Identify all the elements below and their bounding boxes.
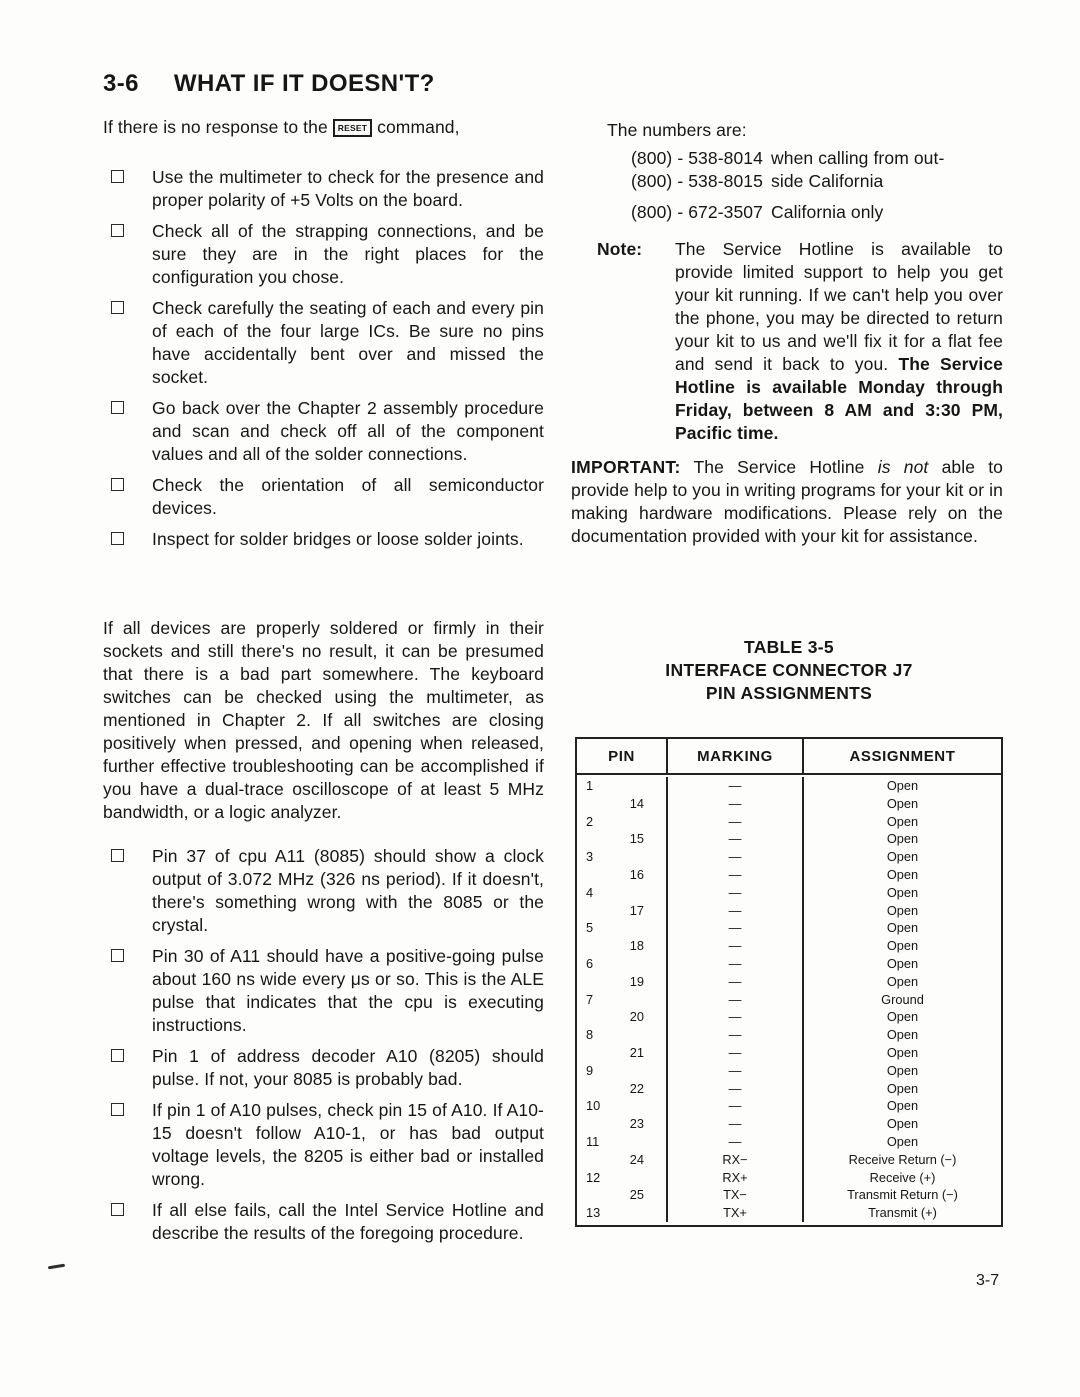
assignment-cell: Open [886,795,919,811]
list-item [103,1199,544,1245]
marking-cell: — [668,937,804,955]
pin-number-even [610,1062,644,1080]
intro-text-after: command, [377,117,460,137]
pin-number-odd: 7 [586,991,594,1007]
assignment-cell: Open [886,849,919,865]
pin-number-even: 23 [629,1116,644,1132]
pin-cell [577,991,668,1009]
marking-cell: TX+ [668,1204,804,1222]
pin-cell [577,1186,668,1204]
section-title: WHAT IF IT DOESN'T? [173,70,435,97]
table-row [577,937,1001,955]
table-title-line3: PIN ASSIGNMENTS [705,683,873,703]
pin-number-even: 24 [629,1151,644,1167]
pin-cell [577,937,668,955]
assignment-cell: Open [886,866,919,882]
table-row [577,1097,1001,1115]
section-number: 3-6 [103,70,139,97]
pin-cell [577,1008,668,1026]
assignment-cell: Open [886,955,919,971]
pin-number-odd [586,902,610,920]
phone-number: (800) - 538-8014 [631,148,763,168]
pin-number-even: 21 [629,1044,644,1060]
marking-cell: — [668,919,804,937]
troubleshooting-paragraph: If all devices are properly soldered or firmly in their sockets and still there's no result, it can be presumed that there is a bad part somewhere. The keyboard switches can be checked using the multimeter, as mentioned in Chapter 2. If all switches are closing positively when pressed, and opening when released, further effective troubleshooting can be accomplished if you have a dual-trace oscilloscope of at least 5 MHz bandwidth, or a logic analyzer. [103,618,544,822]
marking-cell: — [668,1044,804,1062]
pin-number-odd [586,1115,610,1133]
assignment-cell: Ground [881,991,924,1007]
marking-cell: — [668,848,804,866]
list-item-text: Go back over the Chapter 2 assembly procedure and scan and check off all of the component values and all of the solder connections. [152,398,544,464]
pin-number-even [610,919,644,937]
marking-cell: RX+ [668,1169,804,1187]
pin-number-odd [586,866,610,884]
pin-number-odd: 10 [586,1098,601,1114]
list-item [103,297,544,389]
pin-number-even: 14 [629,795,644,811]
assignment-cell: Open [886,1116,919,1132]
assignment-cell: Receive Return (−) [848,1151,957,1167]
pin-number-odd [586,973,610,991]
checkbox-icon [111,949,124,962]
list-item [103,220,544,289]
table-row [577,955,1001,973]
table-row [577,830,1001,848]
phone-row [631,201,1003,224]
signal-checklist [103,845,544,1245]
marking-cell: — [668,1133,804,1151]
checkbox-icon [111,1203,124,1216]
pin-number-even: 16 [629,866,644,882]
pin-number-odd: 13 [586,1205,601,1221]
pin-cell [577,1062,668,1080]
table-row [577,884,1001,902]
assignment-cell: Open [886,1009,919,1025]
pin-number-odd: 6 [586,955,594,971]
pin-cell [577,1115,668,1133]
pin-number-even [610,1097,644,1115]
pin-number-odd [586,1186,610,1204]
pin-cell [577,1026,668,1044]
pin-number-even: 15 [629,831,644,847]
marking-cell: — [668,884,804,902]
pin-number-odd: 9 [586,1062,594,1078]
numbers-intro: The numbers are: [607,120,747,140]
table-row [577,1133,1001,1151]
list-item [103,845,544,937]
pin-number-odd: 11 [586,1133,600,1149]
list-item [103,397,544,466]
assignment-cell: Transmit (+) [868,1205,937,1221]
list-item-text: Use the multimeter to check for the presence and proper polarity of +5 Volts on the board. [152,167,544,210]
assignment-cell: Open [886,1062,919,1078]
table-row [577,991,1001,1009]
hotline-numbers [631,147,1003,224]
table-row [577,919,1001,937]
pin-number-even [610,848,644,866]
reset-key-icon: RESET [333,119,372,137]
table-row [577,902,1001,920]
pin-cell [577,848,668,866]
pin-number-odd: 2 [586,813,594,829]
marking-cell: — [668,1062,804,1080]
list-item-text: Inspect for solder bridges or loose solder joints. [152,529,524,549]
assignment-cell: Open [886,938,919,954]
pin-number-odd [586,1008,610,1026]
header-marking: MARKING [668,739,804,773]
marking-cell: — [668,777,804,795]
pin-number-odd [586,937,610,955]
assignment-cell: Transmit Return (−) [847,1187,958,1203]
assignment-cell: Open [886,813,919,829]
pin-assignments-table [575,737,1003,1227]
table-row [577,1151,1001,1169]
phone-note: California only [771,202,884,222]
pin-cell [577,813,668,831]
table-row [577,1008,1001,1026]
table-row [577,1169,1001,1187]
table-row [577,813,1001,831]
pin-cell [577,1044,668,1062]
phone-number: (800) - 672-3507 [631,202,763,222]
table-row [577,866,1001,884]
list-item [103,945,544,1037]
table-body [577,775,1001,1225]
phone-row [631,147,1003,170]
header-assignment: ASSIGNMENT [849,747,956,765]
list-item [103,1099,544,1191]
pin-cell [577,902,668,920]
marking-cell: — [668,1026,804,1044]
pin-cell [577,884,668,902]
assignment-cell: Open [886,902,919,918]
table-title-line2: INTERFACE CONNECTOR J7 [665,660,913,680]
note-label: Note: [597,239,643,259]
important-label: IMPORTANT: [571,457,681,477]
pin-number-even [610,1169,644,1187]
section-heading [103,70,435,98]
intro-line [103,116,544,139]
scan-artifact [48,1264,65,1270]
table-row [577,1026,1001,1044]
pin-number-even [610,777,644,795]
table-title-line1: TABLE 3-5 [744,637,834,657]
assignment-cell: Open [886,1027,919,1043]
checkbox-icon [111,401,124,414]
pin-number-odd: 1 [586,778,594,793]
list-item-text: If all else fails, call the Intel Service Hotline and describe the results of the foregoing procedure. [152,1200,544,1243]
pin-number-odd: 12 [586,1169,601,1185]
assignment-cell: Open [886,973,919,989]
pin-cell [577,1169,668,1187]
table-row [577,1080,1001,1098]
assignment-cell: Open [886,884,919,900]
phone-row [631,170,1003,193]
table-row [577,795,1001,813]
marking-cell: — [668,991,804,1009]
pin-number-even [610,955,644,973]
header-pin: PIN [577,739,668,773]
pin-number-odd: 3 [586,849,594,865]
checkbox-icon [111,224,124,237]
assignment-cell: Receive (+) [869,1169,936,1185]
checkbox-icon [111,532,124,545]
phone-note: side California [771,171,884,191]
list-item [103,528,544,551]
list-item-text: Pin 37 of cpu A11 (8085) should show a clock output of 3.072 MHz (326 ns period). If it doesn't, there's something wrong with the 8085 or the crystal. [152,846,544,935]
note-bold-text: The Service Hotline is available Monday through Friday, between 8 AM and 3:30 PM, Pacific time. [675,354,1003,443]
list-item-text: Check the orientation of all semiconductor devices. [152,475,544,518]
pin-number-odd [586,795,610,813]
pin-cell [577,1204,668,1222]
checkbox-icon [111,478,124,491]
pin-number-even: 22 [629,1080,644,1096]
pin-cell [577,795,668,813]
pre-checklist [103,166,544,551]
list-item-text: Pin 30 of A11 should have a positive-going pulse about 160 ns wide every μs or so. This is the ALE pulse that indicates that the cpu is executing instructions. [152,946,544,1035]
pin-number-odd [586,1044,610,1062]
assignment-cell: Open [886,831,919,847]
list-item [103,166,544,212]
pin-cell [577,1097,668,1115]
marking-cell: — [668,830,804,848]
table-title [575,636,1003,705]
marking-cell: — [668,813,804,831]
list-item [103,474,544,520]
pin-cell [577,1080,668,1098]
marking-cell: — [668,1097,804,1115]
pin-number-even [610,1204,644,1222]
pin-number-even: 20 [629,1009,644,1025]
pin-number-odd [586,1080,610,1098]
pin-number-even [610,884,644,902]
table-header-row [577,739,1001,775]
table-row [577,1115,1001,1133]
assignment-cell: Open [886,1098,919,1114]
table-row [577,1186,1001,1204]
pin-cell [577,866,668,884]
pin-number-even: 18 [629,938,644,954]
list-item-text: Check all of the strapping connections, and be sure they are in the right places for the configuration you chose. [152,221,544,287]
pin-number-even [610,1133,644,1151]
pin-cell [577,955,668,973]
pin-cell [577,1151,668,1169]
list-item-text: Pin 1 of address decoder A10 (8205) should pulse. If not, your 8085 is probably bad. [152,1046,544,1089]
list-item [103,1045,544,1091]
list-item-text: If pin 1 of A10 pulses, check pin 15 of A10. If A10-15 doesn't follow A10-1, or has bad output voltage levels, the 8205 is either bad or installed wrong. [152,1100,544,1189]
checkbox-icon [111,1049,124,1062]
pin-number-odd: 4 [586,884,594,900]
pin-number-even [610,1026,644,1044]
marking-cell: — [668,1115,804,1133]
assignment-cell: Open [886,920,919,936]
intro-text-before: If there is no response to the [103,117,328,137]
marking-cell: — [668,973,804,991]
checkbox-icon [111,170,124,183]
pin-cell [577,1133,668,1151]
pin-number-even: 17 [629,902,644,918]
marking-cell: — [668,795,804,813]
pin-number-odd: 8 [586,1027,594,1043]
page-number: 3-7 [976,1272,1000,1289]
table-row [577,1204,1001,1222]
pin-number-even [610,991,644,1009]
table-row [577,777,1001,795]
important-paragraph: IMPORTANT: The Service Hotline is not able to provide help to you in writing programs for your kit or in making hardware modifications. Please rely on the documentation provided with your kit for assistance. [571,457,1004,546]
phone-note: when calling from out- [771,148,945,168]
assignment-cell: Open [886,778,919,793]
phone-number: (800) - 538-8015 [631,171,763,191]
marking-cell: — [668,1080,804,1098]
pin-number-odd [586,830,610,848]
table-row [577,973,1001,991]
checkbox-icon [111,301,124,314]
pin-number-odd: 5 [586,920,594,936]
pin-number-odd [586,1151,610,1169]
note-text: The Service Hotline is available to provide limited support to help you get your kit running. If we can't help you over the phone, you may be directed to return your kit to us and we'll fix it for a flat fee and send it back to you. The Service Hotline is available Monday through Friday, between 8 AM and 3:30 PM, Pacific time. [675,239,1003,443]
checkbox-icon [111,849,124,862]
checkbox-icon [111,1103,124,1116]
list-item-text: Check carefully the seating of each and every pin of each of the four large ICs. Be sure no pins have accidentally bent over and missed the socket. [152,298,544,387]
pin-number-even [610,813,644,831]
table-row [577,848,1001,866]
marking-cell: — [668,955,804,973]
pin-number-even: 19 [629,973,644,989]
marking-cell: TX− [668,1186,804,1204]
marking-cell: — [668,866,804,884]
note-block [597,238,1003,445]
assignment-cell: Open [886,1133,919,1149]
pin-cell [577,973,668,991]
table-row [577,1044,1001,1062]
table-row [577,1062,1001,1080]
pin-cell [577,919,668,937]
marking-cell: — [668,1008,804,1026]
pin-number-even: 25 [629,1187,644,1203]
marking-cell: — [668,902,804,920]
pin-cell [577,777,668,795]
marking-cell: RX− [668,1151,804,1169]
assignment-cell: Open [886,1044,919,1060]
assignment-cell: Open [886,1080,919,1096]
pin-cell [577,830,668,848]
important-italic: is not [877,457,929,477]
